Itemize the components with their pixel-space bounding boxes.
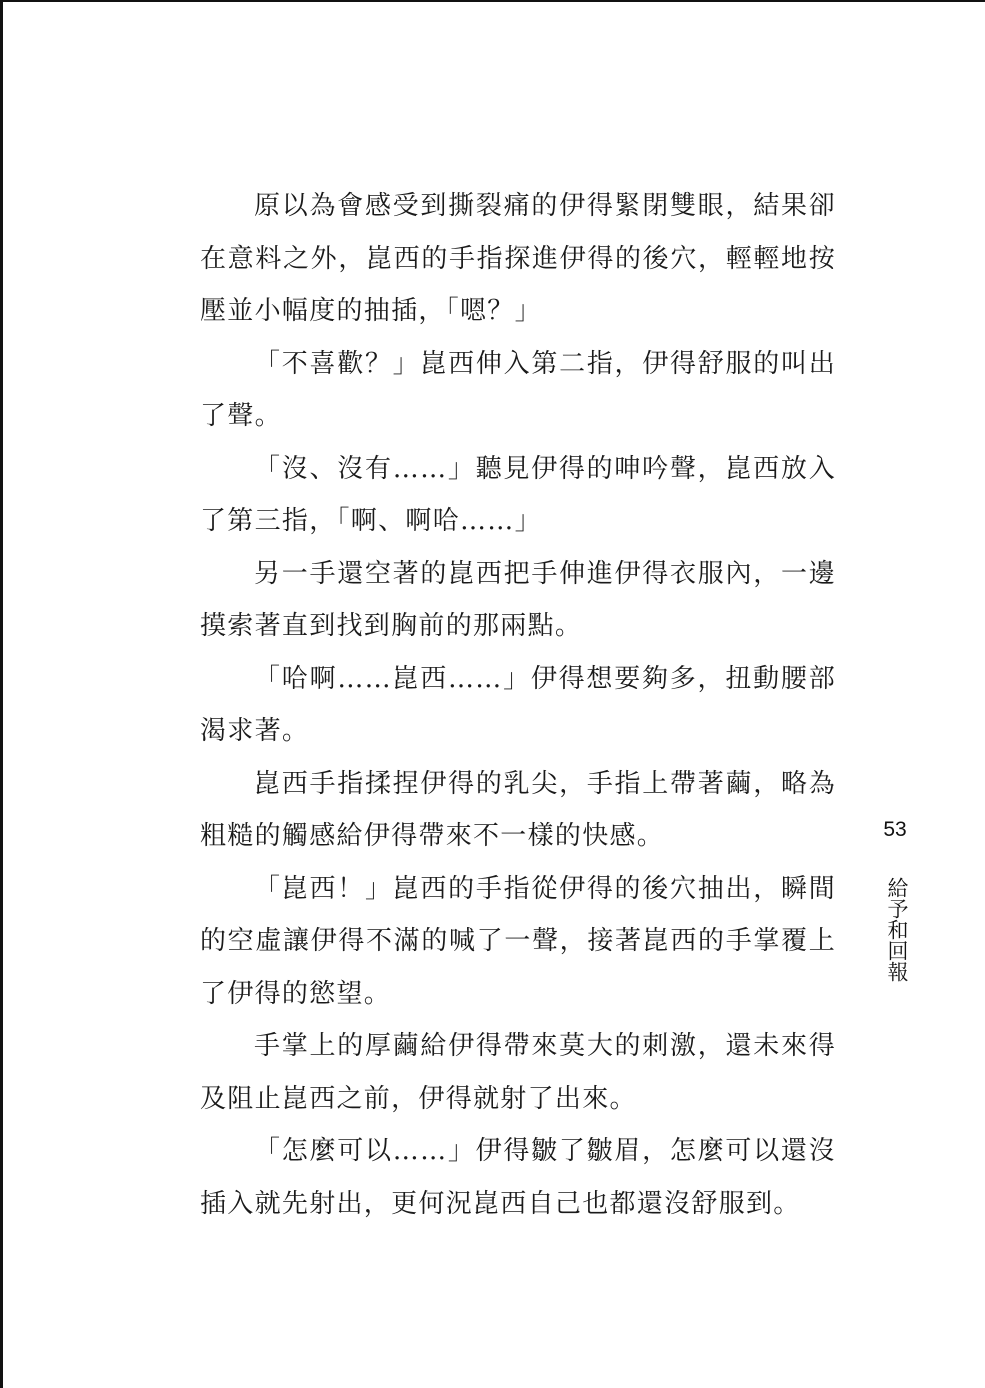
page-number: 53	[883, 818, 907, 841]
paragraph: 手掌上的厚繭給伊得帶來莫大的刺激，還未來得及阻止崑西之前，伊得就射了出來。	[200, 1031, 836, 1114]
body-text	[200, 180, 836, 1230]
paragraph: 崑西手指揉捏伊得的乳尖，手指上帶著繭，略為粗糙的觸感給伊得帶來不一樣的快感。	[200, 768, 836, 851]
paragraph: 「不喜歡？」崑西伸入第二指，伊得舒服的叫出了聲。	[200, 348, 836, 431]
page-left-edge	[0, 0, 3, 1388]
paragraph: 原以為會感受到撕裂痛的伊得緊閉雙眼，結果卻在意料之外，崑西的手指探進伊得的後穴，輕輕地按壓並小幅度的抽插，「嗯？」	[200, 191, 836, 326]
paragraph: 另一手還空著的崑西把手伸進伊得衣服內，一邊摸索著直到找到胸前的那兩點。	[200, 558, 836, 641]
paragraph: 「哈啊……崑西……」伊得想要夠多，扭動腰部渴求著。	[200, 663, 836, 746]
paragraph: 「沒、沒有……」聽見伊得的呻吟聲，崑西放入了第三指，「啊、啊哈……」	[200, 453, 836, 536]
running-title: 給予和回報	[885, 877, 909, 982]
paragraph: 「崑西！」崑西的手指從伊得的後穴抽出，瞬間的空虛讓伊得不滿的喊了一聲，接著崑西的手掌覆上了伊得的慾望。	[200, 873, 836, 1009]
paragraph: 「怎麼可以……」伊得皺了皺眉，怎麼可以還沒插入就先射出，更何況崑西自己也都還沒舒服到。	[200, 1136, 836, 1219]
page-top-edge	[0, 0, 985, 2]
